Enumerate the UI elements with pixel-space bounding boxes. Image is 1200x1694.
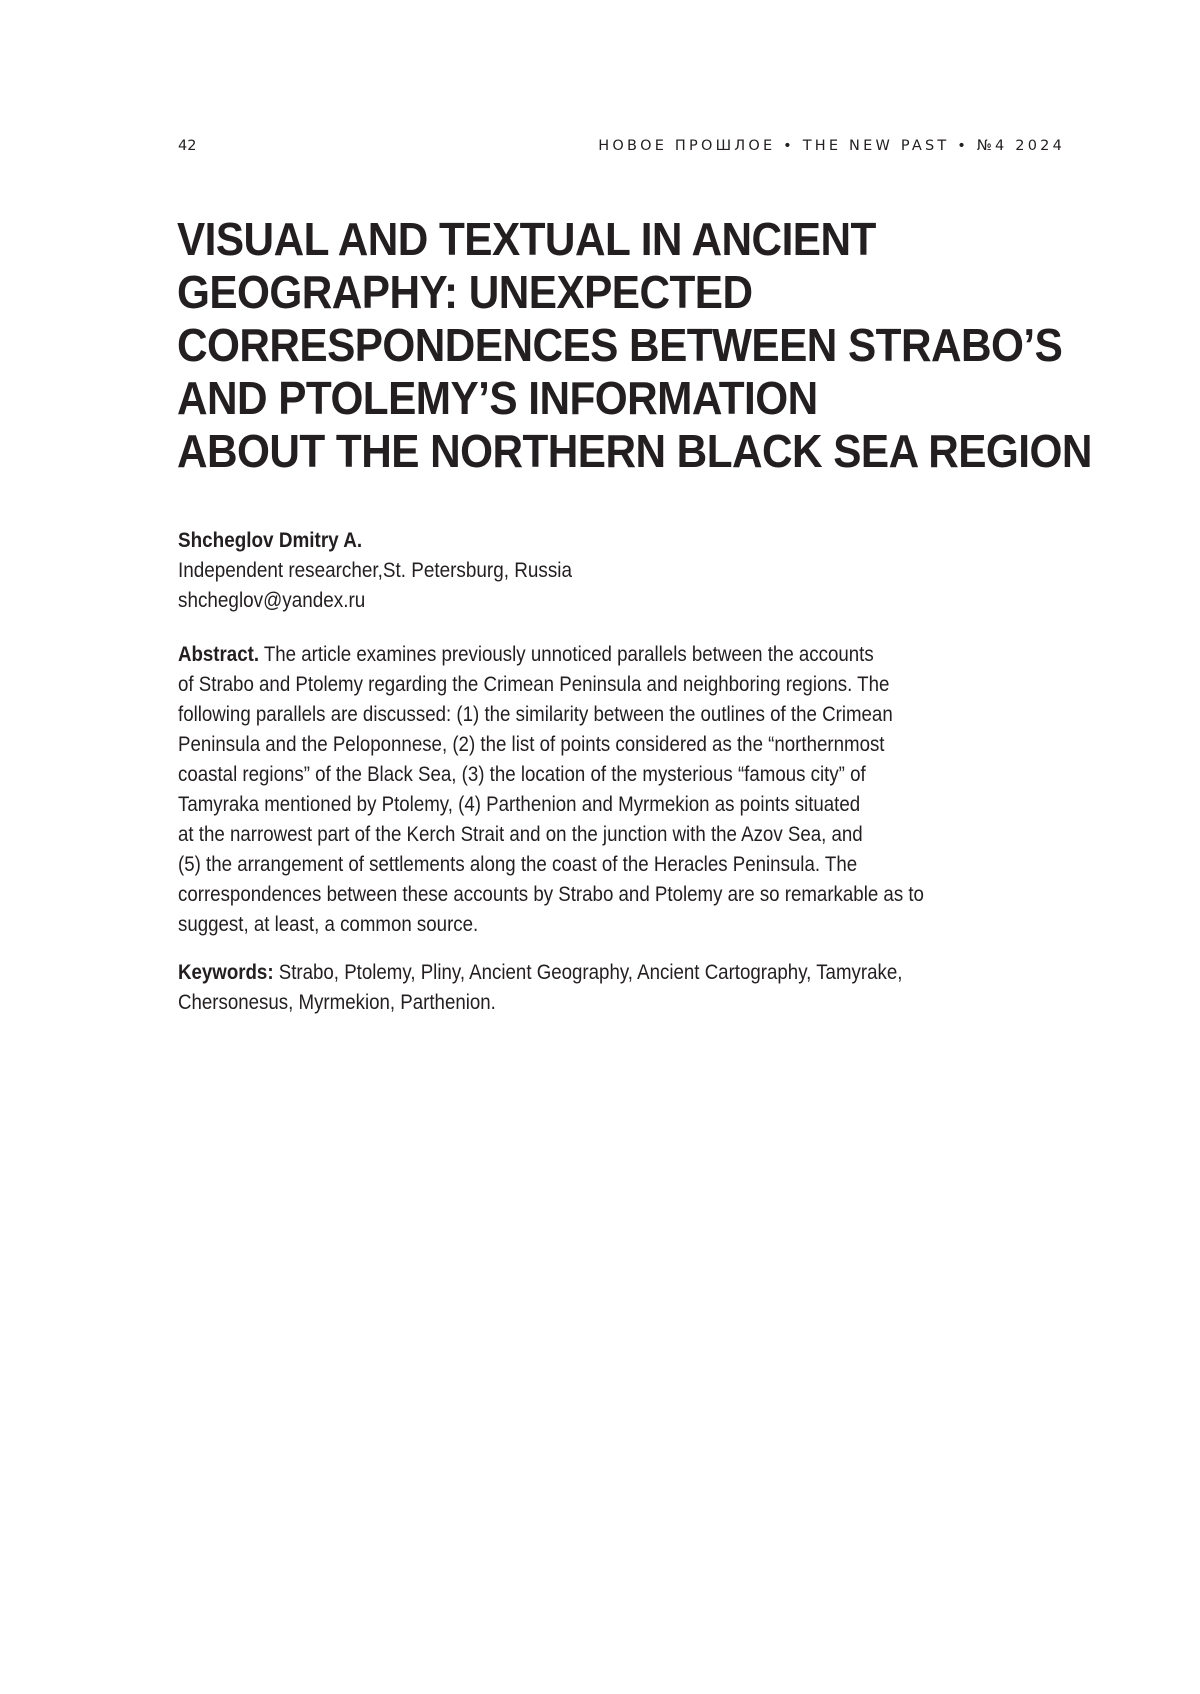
abstract-line: suggest, at least, a common source. — [178, 913, 479, 936]
article-title — [177, 213, 1092, 478]
abstract-label: Abstract. — [178, 643, 260, 666]
keywords-line — [178, 958, 1068, 988]
keywords — [178, 958, 1068, 1018]
journal-title: НОВОЕ ПРОШЛОЕ • THE NEW PAST • №4 2024 — [598, 138, 1065, 154]
author-name: Shcheglov Dmitry A. — [178, 529, 363, 552]
abstract-line: (5) the arrangement of settlements along the coast of the Heracles Peninsula. The — [178, 853, 858, 876]
abstract-line: Tamyraka mentioned by Ptolemy, (4) Parthenion and Myrmekion as points situated — [178, 793, 861, 816]
abstract-line: of Strabo and Ptolemy regarding the Crimean Peninsula and neighboring regions. The — [178, 673, 890, 696]
title-line: AND PTOLEMY’S INFORMATION — [177, 372, 818, 424]
abstract-text: The article examines previously unnoticed parallels between the accounts — [259, 643, 874, 666]
author-affiliation: Independent researcher,St. Petersburg, Russia — [178, 559, 572, 582]
abstract-line: coastal regions” of the Black Sea, (3) the location of the mysterious “famous city” of — [178, 763, 866, 786]
author-email[interactable]: shcheglov@yandex.ru — [178, 589, 366, 612]
running-head — [178, 138, 1065, 154]
keywords-label: Keywords: — [178, 961, 274, 984]
title-line: GEOGRAPHY: UNEXPECTED — [177, 266, 753, 318]
page-number: 42 — [178, 138, 197, 154]
keywords-text: Strabo, Ptolemy, Pliny, Ancient Geography, Ancient Cartography, Tamyrake, — [273, 961, 903, 984]
title-line: ABOUT THE NORTHERN BLACK SEA REGION — [177, 425, 1092, 477]
abstract-line: Peninsula and the Peloponnese, (2) the list of points considered as the “northernmost — [178, 733, 885, 756]
abstract-line: correspondences between these accounts by Strabo and Ptolemy are so remarkable as to — [178, 883, 924, 906]
abstract-line: following parallels are discussed: (1) the similarity between the outlines of the Crimean — [178, 703, 893, 726]
keywords-line: Chersonesus, Myrmekion, Parthenion. — [178, 991, 496, 1014]
abstract-line: at the narrowest part of the Kerch Strait and on the junction with the Azov Sea, and — [178, 823, 863, 846]
title-line: CORRESPONDENCES BETWEEN STRABO’S — [177, 319, 1063, 371]
title-line: VISUAL AND TEXTUAL IN ANCIENT — [177, 213, 876, 265]
abstract-line — [178, 640, 1068, 670]
author-block — [178, 526, 970, 616]
abstract — [178, 640, 1068, 940]
